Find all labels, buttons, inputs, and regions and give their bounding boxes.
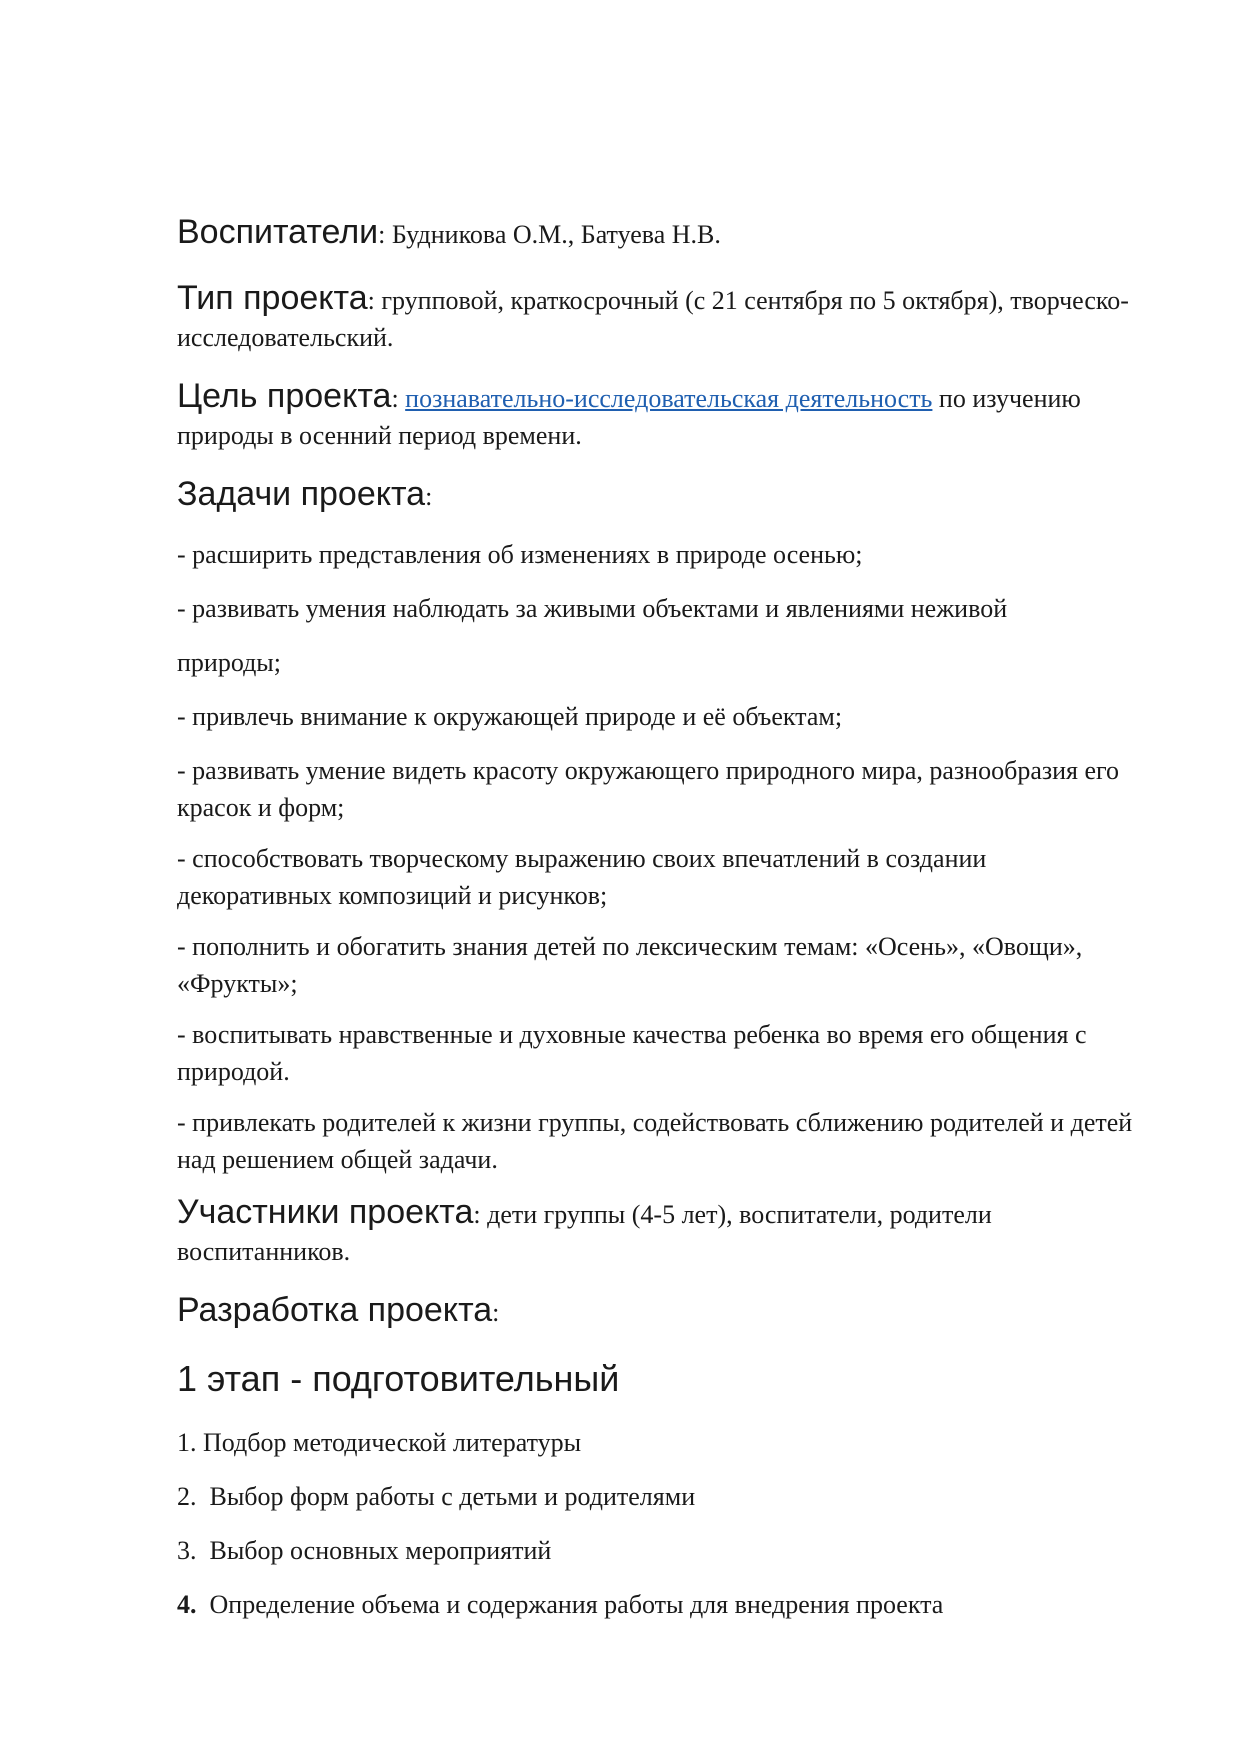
project-type-paragraph bbox=[177, 280, 1137, 356]
stage1-step: 4. Определение объема и содержания работы для внедрения проекта bbox=[177, 1590, 944, 1619]
task-item: - воспитывать нравственные и духовные качества ребенка во время его общения с природой. bbox=[177, 1020, 1087, 1086]
stage1-heading-label: 1 этап - подготовительный bbox=[177, 1358, 620, 1399]
goal-link[interactable]: познавательно-исследовательская деятельность bbox=[405, 384, 933, 413]
development-heading-colon: : bbox=[492, 1298, 500, 1327]
task-item: - расширить представления об изменениях в природе осенью; bbox=[177, 540, 863, 569]
goal-paragraph bbox=[177, 378, 1137, 454]
tasks-heading bbox=[177, 476, 1137, 515]
tasks-heading-colon: : bbox=[425, 482, 433, 511]
educators-line bbox=[177, 214, 1137, 253]
development-heading bbox=[177, 1292, 1137, 1331]
participants-value: : дети группы (4-5 лет), воспитатели, родители воспитанников. bbox=[177, 1200, 992, 1266]
project-type-label: Тип проекта bbox=[177, 279, 368, 317]
task-item: - способствовать творческому выражению своих впечатлений в создании декоративных композиций и рисунков; bbox=[177, 844, 987, 910]
task-item: - развивать умения наблюдать за живыми объектами и явлениями неживой bbox=[177, 594, 1008, 623]
tasks-heading-label: Задачи проекта bbox=[177, 475, 426, 513]
educators-value: : Будникова О.М., Батуева Н.В. bbox=[378, 220, 721, 249]
stage1-step: 2. Выбор форм работы с детьми и родителями bbox=[177, 1482, 696, 1511]
development-heading-label: Разработка проекта bbox=[177, 1291, 493, 1329]
project-type-value: : групповой, краткосрочный (с 21 сентября по 5 октября), творческо-исследовательский. bbox=[177, 286, 1129, 352]
stage1-step: 1. Подбор методической литературы bbox=[177, 1428, 582, 1457]
stage1-step: 3. Выбор основных мероприятий bbox=[177, 1536, 552, 1565]
task-item: - развивать умение видеть красоту окружающего природного мира, разнообразия его красок и форм; bbox=[177, 756, 1120, 822]
participants-paragraph bbox=[177, 1194, 1137, 1270]
task-item: - привлечь внимание к окружающей природе и её объектам; bbox=[177, 702, 843, 731]
stage1-heading bbox=[177, 1360, 1137, 1401]
goal-colon: : bbox=[391, 384, 406, 413]
task-item: природы; bbox=[177, 648, 281, 677]
educators-label: Воспитатели bbox=[177, 213, 379, 251]
task-item: - пополнить и обогатить знания детей по лексическим темам: «Осень», «Овощи», «Фрукты»; bbox=[177, 932, 1083, 998]
task-item: - привлекать родителей к жизни группы, содействовать сближению родителей и детей над решением общей задачи. bbox=[177, 1108, 1133, 1174]
participants-label: Участники проекта bbox=[177, 1193, 474, 1231]
goal-label: Цель проекта bbox=[177, 377, 392, 415]
goal-rest: по изучению природы в осенний период времени. bbox=[177, 384, 1081, 450]
